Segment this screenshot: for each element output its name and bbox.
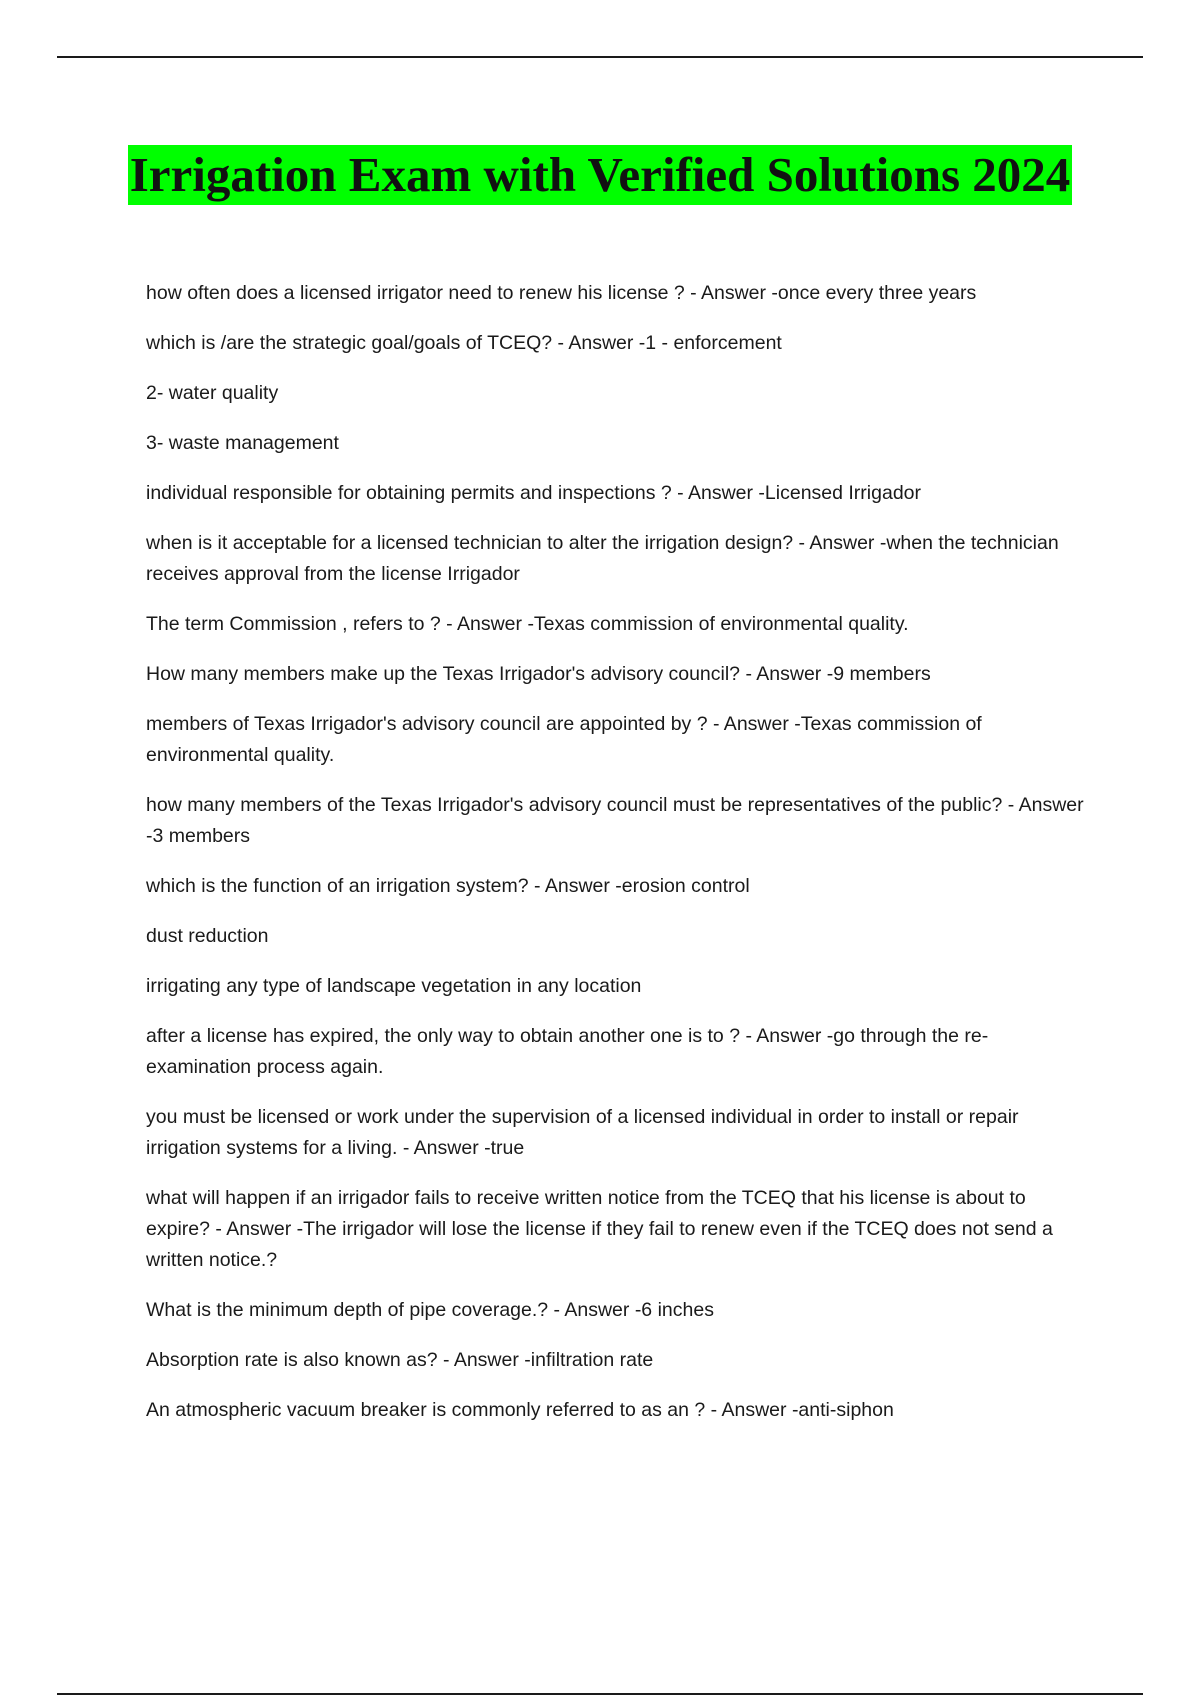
answer-continuation: 3- waste management — [146, 432, 339, 454]
question-paragraph: what will happen if an irrigador fails to receive written notice from the TCEQ that his license is about to expire? - Answer -The irrigador will lose the license if they fail to renew even if the TCEQ does not send a written notice.? — [146, 1187, 1053, 1271]
question-paragraph: How many members make up the Texas Irrigador's advisory council? - Answer -9 members — [146, 663, 931, 685]
question-paragraph: members of Texas Irrigador's advisory council are appointed by ? - Answer -Texas commission of environmental quality. — [146, 713, 982, 766]
question-paragraph: Absorption rate is also known as? - Answer -infiltration rate — [146, 1349, 654, 1371]
question-paragraph: how often does a licensed irrigator need to renew his license ? - Answer -once every three years — [146, 282, 977, 304]
document-title: Irrigation Exam with Verified Solutions 2024 — [128, 145, 1073, 205]
question-paragraph: you must be licensed or work under the supervision of a licensed individual in order to install or repair irrigation systems for a living. - Answer -true — [146, 1106, 1019, 1159]
top-rule — [57, 56, 1143, 58]
question-paragraph: when is it acceptable for a licensed technician to alter the irrigation design? - Answer -when the technician receives approval from the license Irrigador — [146, 532, 1059, 585]
answer-continuation: 2- water quality — [146, 382, 279, 404]
question-paragraph: after a license has expired, the only way to obtain another one is to ? - Answer -go through the re-examination process again. — [146, 1025, 989, 1078]
question-paragraph: What is the minimum depth of pipe coverage.? - Answer -6 inches — [146, 1299, 714, 1321]
question-paragraph: An atmospheric vacuum breaker is commonly referred to as an ? - Answer -anti-siphon — [146, 1399, 894, 1421]
question-list — [146, 278, 1090, 1445]
question-paragraph: which is the function of an irrigation system? - Answer -erosion control — [146, 875, 750, 897]
question-paragraph: which is /are the strategic goal/goals of TCEQ? - Answer -1 - enforcement — [146, 332, 782, 354]
answer-continuation: irrigating any type of landscape vegetation in any location — [146, 975, 642, 997]
question-paragraph: how many members of the Texas Irrigador's advisory council must be representatives of the public? - Answer -3 members — [146, 794, 1084, 847]
answer-continuation: dust reduction — [146, 925, 269, 947]
question-paragraph: The term Commission , refers to ? - Answer -Texas commission of environmental quality. — [146, 613, 909, 635]
title-container — [0, 145, 1200, 205]
bottom-rule — [57, 1693, 1143, 1695]
question-paragraph: individual responsible for obtaining permits and inspections ? - Answer -Licensed Irrigador — [146, 482, 922, 504]
